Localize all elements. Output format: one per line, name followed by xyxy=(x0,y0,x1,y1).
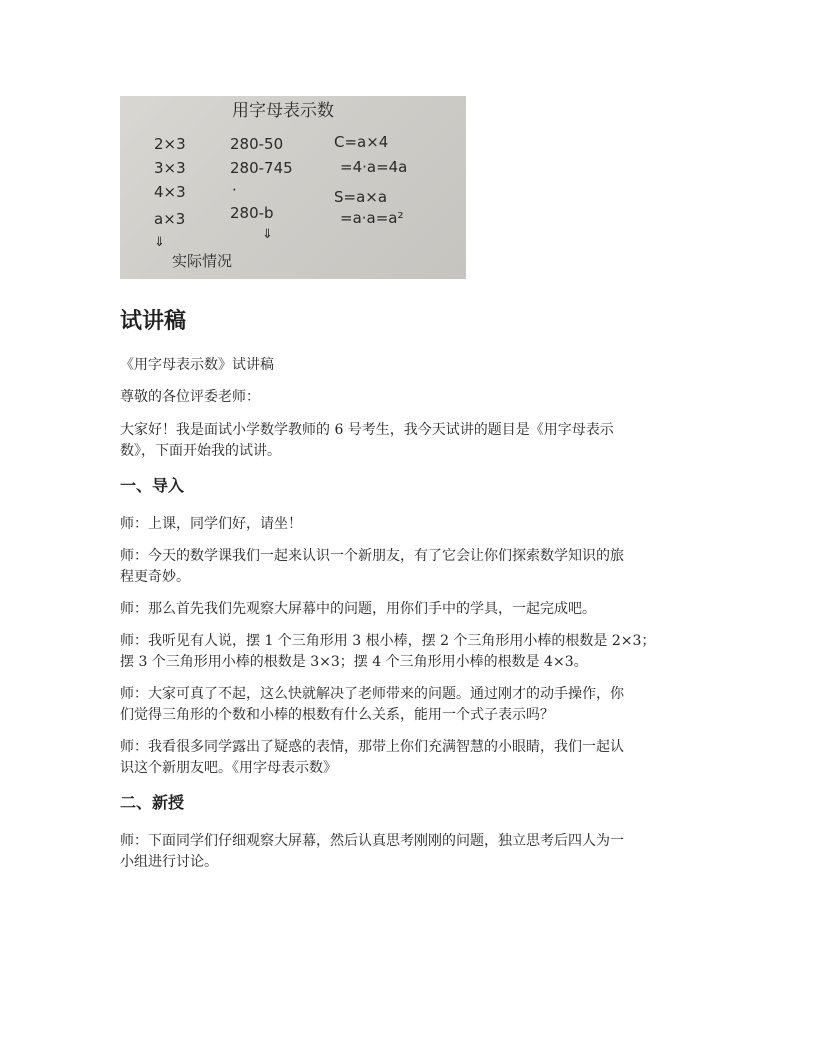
paragraph-line: 小组进行讨论。 xyxy=(120,854,218,870)
photo-col1-item: a×3 xyxy=(154,210,186,228)
photo-col1-item: 2×3 xyxy=(154,135,186,153)
paragraph-line: 师：大家可真了不起，这么快就解决了老师带来的问题。通过刚才的动手操作，你 xyxy=(120,686,624,702)
photo-col3-item: C=a×4 xyxy=(334,133,389,151)
paragraph-relationship xyxy=(120,684,700,726)
paragraph-line: 们觉得三角形的个数和小棒的根数有什么关系，能用一个式子表示吗？ xyxy=(120,707,554,723)
blackboard-photo xyxy=(120,96,466,279)
handwriting-drawing xyxy=(120,96,466,279)
paragraph-line: 师：我听见有人说，摆 1 个三角形用 3 根小棒，摆 2 个三角形用小棒的根数是 2×3； xyxy=(120,633,656,649)
photo-col1-item: 4×3 xyxy=(154,183,186,201)
paragraph-class-start: 师：上课，同学们好，请坐！ xyxy=(120,516,302,532)
paragraph-new-friend xyxy=(120,546,700,588)
paragraph-line: 师：下面同学们仔细观察大屏幕，然后认真思考刚刚的问题，独立思考后四人为一 xyxy=(120,833,624,849)
paragraph-line: 程更奇妙。 xyxy=(120,569,190,585)
paragraph-line: 师：我看很多同学露出了疑惑的表情，那带上你们充满智慧的小眼睛，我们一起认 xyxy=(120,739,624,755)
down-arrow-icon: ⇓ xyxy=(154,235,165,250)
paragraph-meet-friend xyxy=(120,737,700,779)
photo-col3-item: S=a×a xyxy=(334,188,388,206)
photo-col2-item: · xyxy=(232,181,237,199)
photo-col1-item: 3×3 xyxy=(154,159,186,177)
paragraph-triangles xyxy=(120,631,700,673)
paragraph-subtitle: 《用字母表示数》试讲稿 xyxy=(120,357,274,373)
paragraph-observe-screen: 师：那么首先我们先观察大屏幕中的问题，用你们手中的学具，一起完成吧。 xyxy=(120,601,596,617)
photo-col2-item: 280-745 xyxy=(230,159,293,177)
down-arrow-icon: ⇓ xyxy=(262,227,273,242)
paragraph-line: 师：今天的数学课我们一起来认识一个新朋友，有了它会让你们探索数学知识的旅 xyxy=(120,548,624,564)
document-page xyxy=(120,96,700,873)
photo-col2-item: 280-50 xyxy=(230,135,284,153)
document-title: 试讲稿 xyxy=(120,308,187,333)
paragraph-greeting: 尊敬的各位评委老师： xyxy=(120,389,260,405)
paragraph-line: 数》，下面开始我的试讲。 xyxy=(120,443,281,459)
paragraph-intro xyxy=(120,420,700,462)
section-heading-intro: 一、导入 xyxy=(120,478,185,495)
photo-note: 实际情况 xyxy=(172,252,233,270)
section-heading-new-lesson: 二、新授 xyxy=(120,795,185,812)
photo-col3-item: =a·a=a² xyxy=(340,209,404,227)
paragraph-line: 摆 3 个三角形用小棒的根数是 3×3；摆 4 个三角形用小棒的根数是 4×3。 xyxy=(120,654,588,670)
paragraph-group-discussion xyxy=(120,831,700,873)
paragraph-line: 大家好！我是面试小学数学教师的 6 号考生，我今天试讲的题目是《用字母表示 xyxy=(120,422,614,438)
paragraph-line: 识这个新朋友吧。《用字母表示数》 xyxy=(120,760,337,776)
photo-col2-item: 280-b xyxy=(230,204,274,222)
photo-title: 用字母表示数 xyxy=(232,101,334,121)
photo-col3-item: =4·a=4a xyxy=(340,158,408,176)
